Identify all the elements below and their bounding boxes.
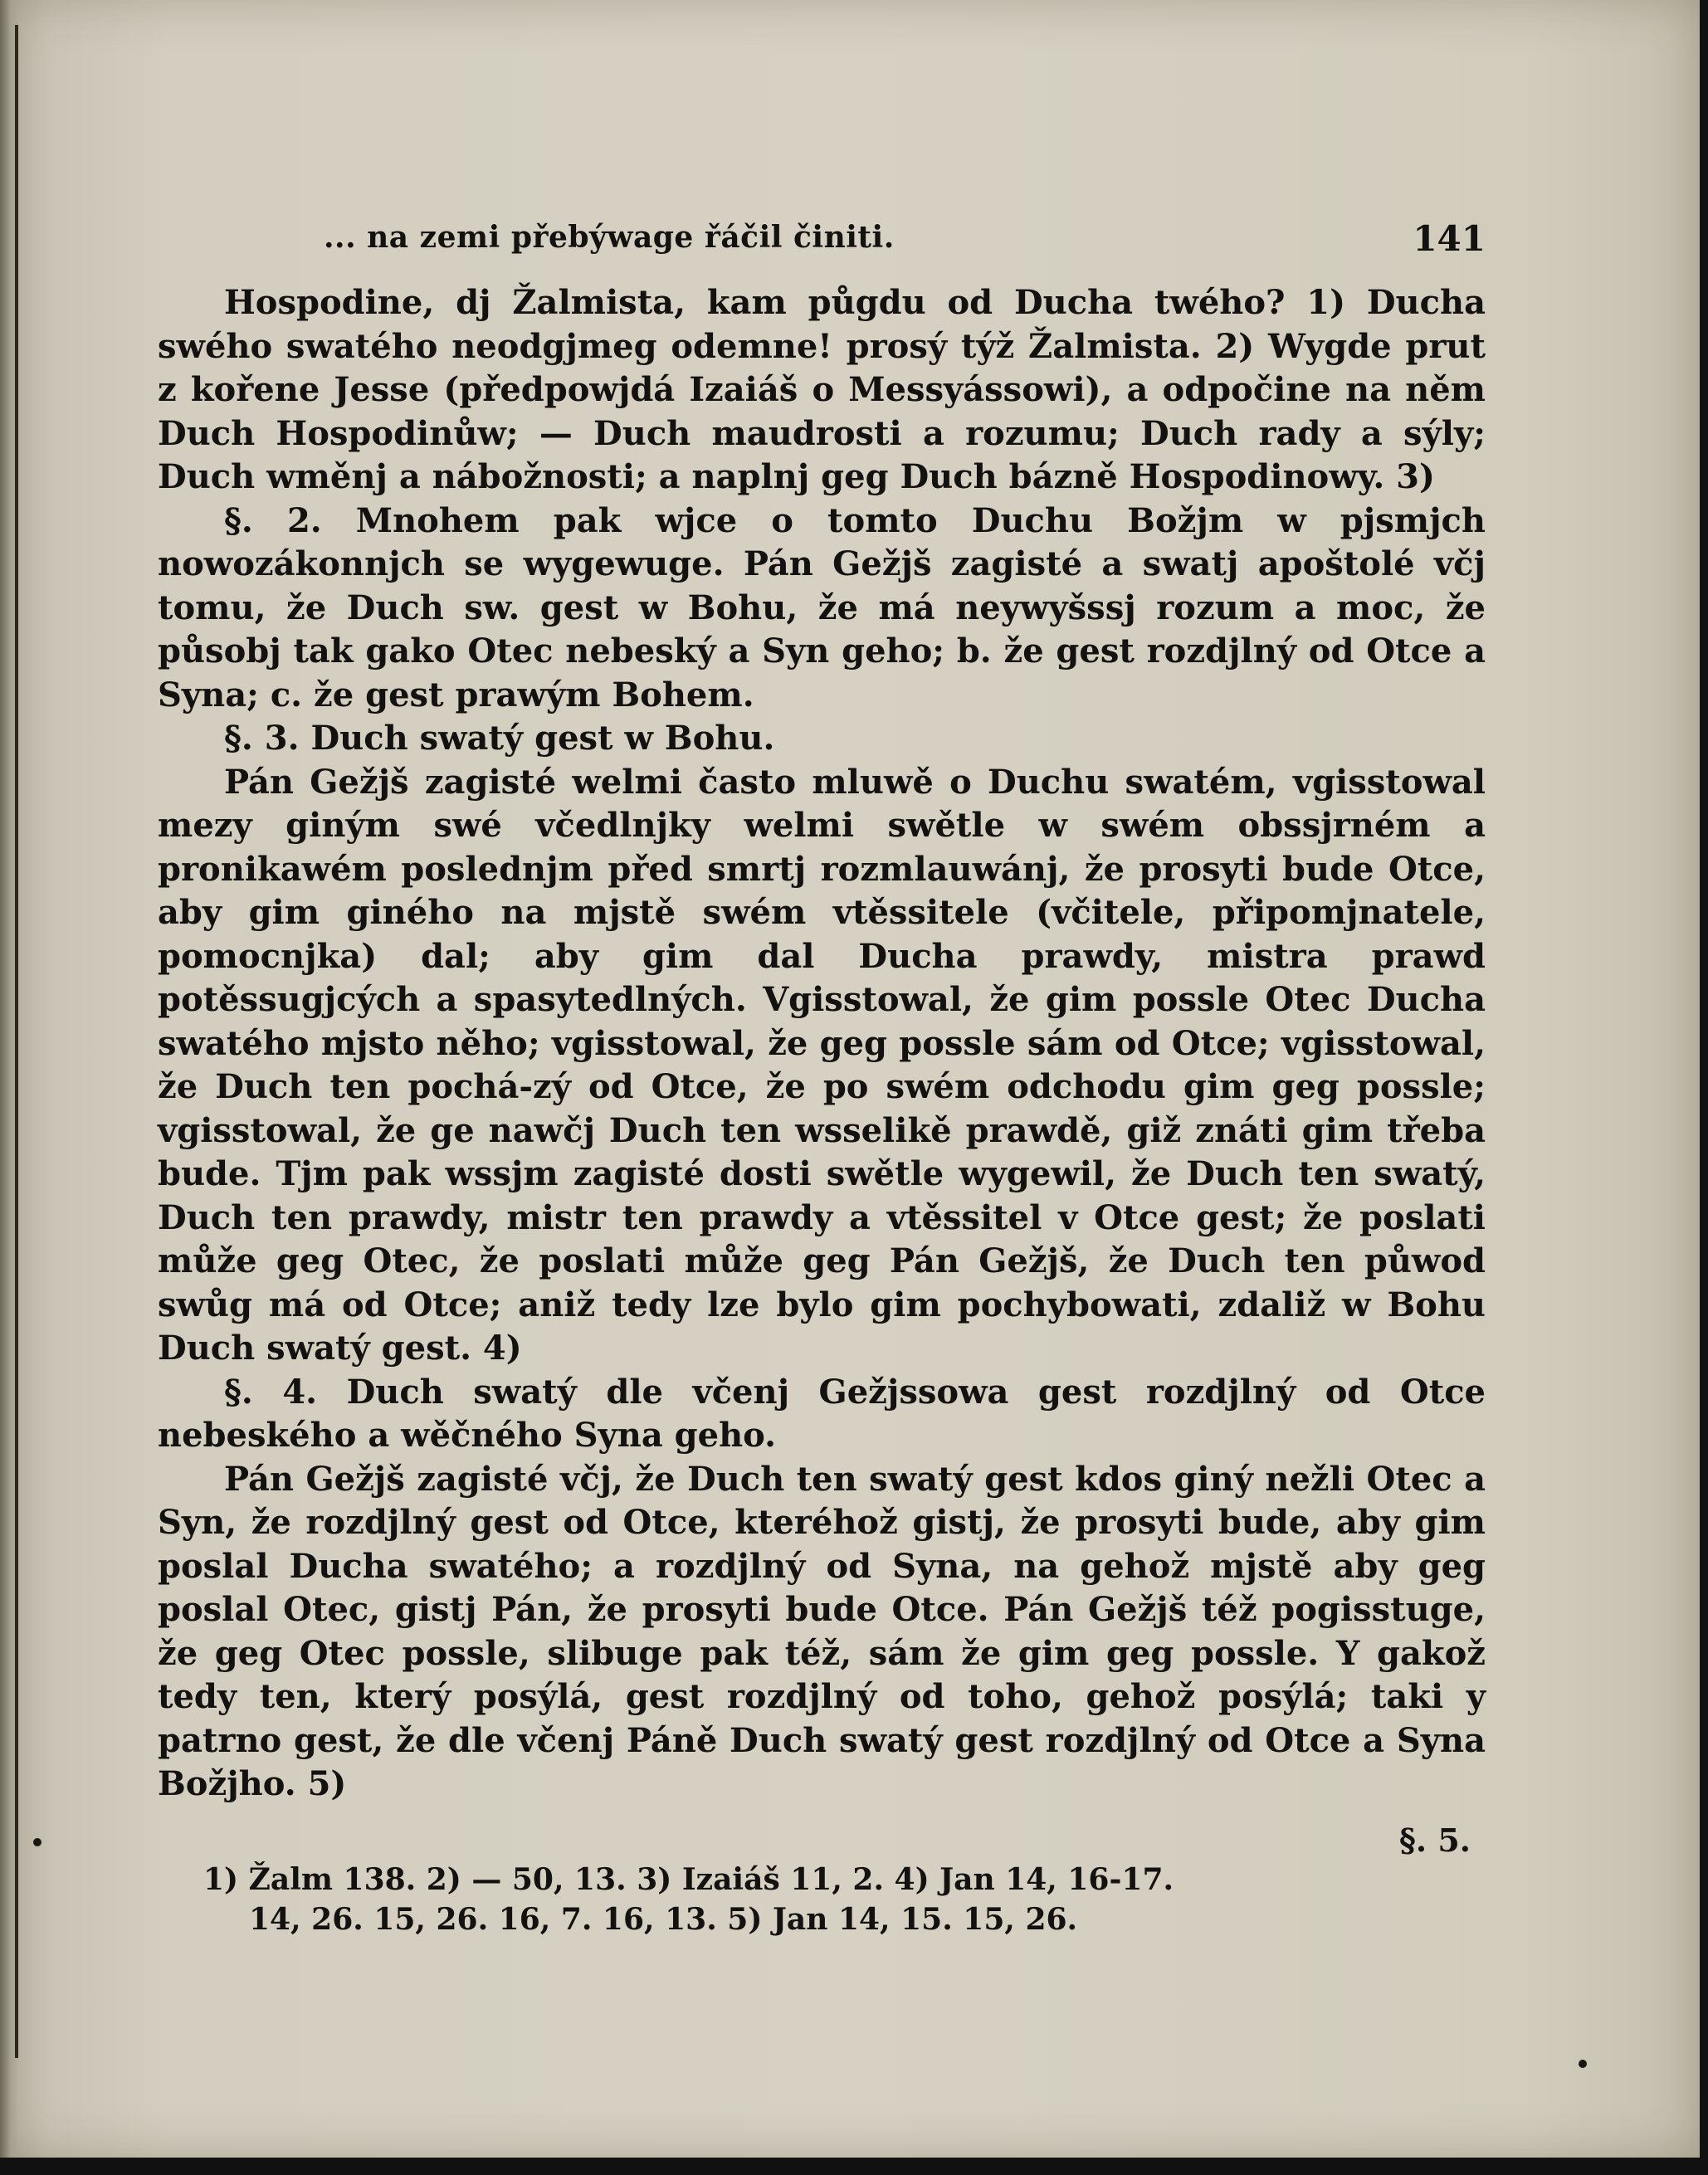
body-text xyxy=(158,281,1486,1807)
section-heading: §. 3. Duch swatý gest w Bohu. xyxy=(224,719,775,758)
page-content xyxy=(158,212,1486,1939)
paragraph: Pán Gežjš zagisté welmi často mluwě o Duchu swatém, vgisstowal mezy giným swé včedlnjky welmi swětle w swém obssjrném a pronikawém poslednjm před smrtj rozmlauwánj, že prosyti bude Otce, aby gim giného na mjstě swém vtěssitele (včitele, připomjnatele, pomocnjka) dal; aby gim dal Ducha prawdy, mistra prawd potěssugjcých a spasytedlných. Vgisstowal, že gim possle Otec Ducha swatého mjsto něho; vgisstowal, že geg possle sám od Otce; vgisstowal, že Duch ten pochá-zý od Otce, že po swém odchodu gim geg possle; vgisstowal, že ge nawčj Duch ten wsselikě prawdě, giž znáti gim třeba bude. Tjm pak wssjm zagisté dosti swětle wygewil, že Duch ten swatý, Duch ten prawdy, mistr ten prawdy a vtěssitel v Otce gest; že poslati může geg Otec, že poslati může geg Pán Gežjš, že Duch ten půwod swůg má od Otce; aniž tedy lze bylo gim pochybowati, zdaliž w Bohu Duch swatý gest. 4) xyxy=(158,762,1486,1368)
paragraph: Hospodine, dj Žalmista, kam půgdu od Ducha twého? 1) Ducha swého swatého neodgjmeg odemne! prosý týž Žalmista. 2) Wygde prut z kořene Jesse (předpowjdá Izaiáš o Messyássowi), a odpočine na něm Duch Hospodinůw; — Duch maudrosti a rozumu; Duch rady a sýly; Duch wměnj a nábožnosti; a naplnj geg Duch bázně Hospodinowy. 3) xyxy=(158,283,1486,496)
footnotes xyxy=(158,1860,1486,1939)
binding-line xyxy=(15,25,18,2058)
catchword: §. 5. xyxy=(1398,1821,1471,1859)
paragraph: Pán Gežjš zagisté včj, že Duch ten swatý gest kdos giný nežli Otec a Syn, že rozdjlný gest od Otce, kteréhož gistj, že prosyti bude, aby gim poslal Ducha swatého; a rozdjlný od Syna, na gehož mjstě aby geg poslal Otec, gistj Pán, že prosyti bude Otce. Pán Gežjš též pogisstuge, že geg Otec possle, slibuge pak též, sám že gim geg possle. Y gakož tedy ten, který posýlá, gest rozdjlný od toho, gehož posýlá; taki y patrno gest, že dle včenj Páně Duch swatý gest rozdjlný od Otce a Syna Božjho. 5) xyxy=(158,1459,1486,1803)
footnote-line: 14, 26. 15, 26. 16, 7. 16, 13. 5) Jan 14, 15. 15, 26. xyxy=(249,1901,1078,1937)
page-header xyxy=(158,212,1486,263)
section-heading: §. 4. Duch swatý dle včenj Gežjssowa gest rozdjlný od Otce nebeského a wěčného Syna geho. xyxy=(158,1372,1486,1455)
ink-spot xyxy=(33,1838,41,1846)
paragraph: §. 2. Mnohem pak wjce o tomto Duchu Božjm w pjsmjch nowozákonnjch se wygewuge. Pán Gežjš zagisté a swatj apoštolé včj tomu, že Duch sw. gest w Bohu, že má neywyšssj rozum a moc, že působj tak gako Otec nebeský a Syn geho; b. že gest rozdjlný od Otce a Syna; c. že gest prawým Bohem. xyxy=(158,500,1486,714)
footnote-line: 1) Žalm 138. 2) — 50, 13. 3) Izaiáš 11, 2. 4) Jan 14, 16-17. xyxy=(203,1861,1174,1897)
page-number: 141 xyxy=(1413,218,1486,259)
running-head: ... na zemi přebýwage řáčil činiti. xyxy=(324,220,895,255)
ink-spot xyxy=(1579,2060,1587,2068)
